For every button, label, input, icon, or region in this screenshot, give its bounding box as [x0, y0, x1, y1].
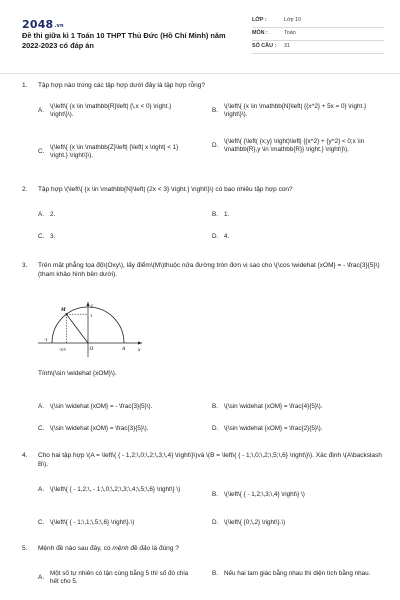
answer-option-c[interactable] — [38, 233, 188, 241]
option-text: 2. — [50, 211, 56, 218]
answer-option-a[interactable] — [38, 486, 198, 494]
stem-emphasis-text: mệnh đề đảo — [112, 545, 151, 552]
answer-option-a[interactable] — [38, 103, 190, 120]
answer-option-a[interactable] — [38, 211, 188, 219]
info-key: MÔN : — [252, 30, 268, 37]
option-letter: A. — [38, 211, 44, 218]
option-letter: D. — [212, 425, 219, 432]
option-text: \(\left\{ {x \in \mathbb{Z}\left| {\left| x \right| < 1} \right.} \right\}\). — [50, 144, 179, 160]
info-value: 31 — [284, 43, 290, 50]
option-letter: A. — [38, 107, 44, 115]
question-number: 2. — [22, 186, 28, 193]
option-text: Nếu hai tam giác bằng nhau thì diện tích bằng nhau. — [224, 570, 371, 577]
option-letter: D. — [212, 142, 219, 150]
answer-option-b[interactable] — [212, 491, 380, 499]
option-text: 3. — [50, 233, 56, 240]
option-letter: C. — [38, 233, 45, 240]
option-letter: D. — [212, 519, 219, 526]
option-letter: B. — [212, 570, 218, 577]
logo-main-text: 2048 — [22, 18, 54, 31]
info-value: Toán — [284, 30, 296, 37]
answer-option-b[interactable] — [212, 211, 362, 219]
exam-info-box — [252, 15, 384, 54]
option-letter: A. — [38, 486, 44, 493]
info-key: SỐ CÂU : — [252, 43, 277, 50]
question-1 — [22, 82, 382, 91]
option-text: Một số tự nhiên có tận cùng bằng 5 thì số đó chia hết cho 5. — [50, 570, 189, 586]
option-text: \(\sin \widehat {xOM} = - \frac{3}{5}\). — [50, 403, 153, 410]
option-text: \(\sin \widehat {xOM} = \frac{4}{5}\). — [224, 403, 323, 410]
option-text: \(\left\{ { - 1;\,1;\,5;\,6} \right\}.\) — [50, 519, 135, 526]
answer-option-c[interactable] — [38, 425, 198, 433]
answer-option-c[interactable] — [38, 144, 190, 161]
question-2 — [22, 186, 382, 195]
question-number: 1. — [22, 82, 28, 89]
option-letter: B. — [212, 491, 218, 498]
option-text: \(\sin \widehat {xOM} = \frac{2}{5}\). — [224, 425, 323, 432]
answer-option-b[interactable] — [212, 403, 380, 411]
option-text: \(\left\{ {x \in \mathbb{N}\left| {{x^2} + 5x = 0} \right.} \right\}\). — [224, 103, 367, 119]
label-one: 1 — [90, 313, 93, 318]
unit-semicircle-figure — [34, 299, 146, 361]
info-key: LỚP : — [252, 17, 267, 24]
stem-plain-text: Mệnh đề nào sau đây, có — [38, 545, 113, 552]
answer-option-a[interactable] — [38, 570, 198, 587]
label-y: y — [91, 303, 94, 309]
option-text: \(\left\{ {0;\,2} \right\}.\) — [224, 519, 286, 526]
option-text: \(\left\{ { - 1,2;\, - 1;\,0;\,2;\,3;\,4;\,5;\,6} \right\} \) — [50, 486, 181, 493]
question-stem: Cho hai tập hợp \(A = \left\{ { - 1,2;\,0;\,2;\,3;\,4} \right\}\)và \(B = \left\{ { - 1;\,0;\,2;\,5;\,6} \right\}\). Xác định \(A\backslash B\). — [38, 452, 382, 468]
question-3-prompt — [22, 370, 382, 379]
label-neg-one: -1 — [44, 337, 48, 342]
option-letter: C. — [38, 519, 45, 526]
option-letter: B. — [212, 403, 218, 410]
document-title: Đề thi giữa kì 1 Toán 10 THPT Thủ Đức (Hồ Chí Minh) năm 2022-2023 có đáp án — [22, 31, 226, 50]
option-text: \(\left\{ { - 1,2;\,3;\,4} \right\} \) — [224, 491, 305, 498]
info-row-class — [252, 15, 384, 28]
info-row-count — [252, 41, 384, 54]
answer-option-b[interactable] — [212, 103, 380, 120]
label-o: O — [89, 346, 94, 352]
label-a: A — [122, 346, 126, 352]
option-text: 4. — [224, 233, 230, 240]
question-4 — [22, 452, 382, 469]
option-letter: C. — [38, 425, 45, 432]
question-5 — [22, 545, 382, 554]
option-text: \(\sin \widehat {xOM} = \frac{3}{5}\). — [50, 425, 149, 432]
question-stem: Trên mặt phẳng tọa độ\(Oxy\), lấy điểm\(M\)thuộc nửa đường tròn đơn vị sao cho \(\cos \widehat {xOM} = - \frac{3}{5}\) (tham khảo hình bên dưới). — [38, 262, 380, 278]
option-letter: A. — [38, 574, 44, 582]
label-m: M — [61, 307, 66, 313]
label-x: x — [138, 347, 141, 353]
info-value: Lớp 10 — [284, 17, 302, 24]
question-stem: Tập hợp \(\left\{ {x \in \mathbb{N}\left| {2x < 3} \right.} \right\}\) có bao nhiêu tập hợp con? — [38, 186, 293, 193]
info-row-subject — [252, 28, 384, 41]
option-letter: A. — [38, 403, 44, 410]
question-number: 5. — [22, 545, 28, 552]
answer-option-d[interactable] — [212, 519, 380, 527]
option-text: 1. — [224, 211, 230, 218]
stem-end-text: là đúng ? — [150, 545, 179, 552]
answer-option-a[interactable] — [38, 403, 198, 411]
option-text: \(\left\{ {\left( {x;y} \right)\left| {{x^2} + {y^2} < 0;x \in \mathbb{R},y \in \mathbb{R}} \right.} \right\}\). — [224, 138, 365, 154]
question-sub-prompt: Tính\(\sin \widehat {xOM}\). — [38, 370, 117, 377]
header-divider — [0, 73, 400, 74]
option-letter: C. — [38, 148, 45, 156]
option-letter: B. — [212, 211, 218, 218]
option-letter: B. — [212, 107, 218, 115]
answer-option-d[interactable] — [212, 138, 380, 155]
answer-option-c[interactable] — [38, 519, 198, 527]
question-number: 4. — [22, 452, 28, 459]
question-stem: Tập hợp nào trong các tập hợp dưới đây là tập hợp rỗng? — [38, 82, 206, 89]
answer-option-d[interactable] — [212, 233, 362, 241]
question-number: 3. — [22, 262, 28, 269]
label-neg-three-fifths: -3/5 — [59, 347, 66, 352]
answer-option-b[interactable] — [212, 570, 380, 578]
question-3 — [22, 262, 382, 279]
option-text: \(\left\{ {x \in \mathbb{R}\left| {\,x < 0} \right.} \right\}\). — [50, 103, 172, 119]
logo-suffix-text: .vn — [54, 23, 64, 29]
page-header — [0, 0, 400, 72]
answer-option-d[interactable] — [212, 425, 380, 433]
question-stem — [38, 545, 382, 554]
option-letter: D. — [212, 233, 219, 240]
